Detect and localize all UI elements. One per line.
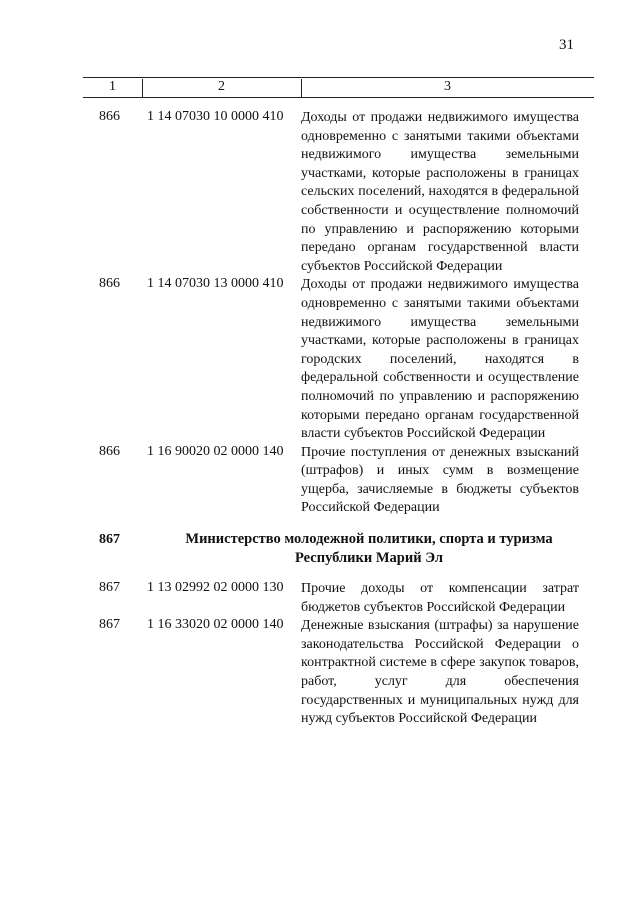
- kbk-code: 1 16 33020 02 0000 140: [147, 617, 284, 633]
- kbk-code: 1 14 07030 13 0000 410: [147, 276, 284, 292]
- table-row: [99, 276, 579, 443]
- admin-code: 867: [99, 617, 120, 633]
- header-col-3: 3: [444, 79, 451, 94]
- admin-code: 866: [99, 276, 120, 292]
- header-bottom-rule: [83, 97, 594, 98]
- table-row: [99, 109, 579, 276]
- section-heading: [99, 530, 579, 568]
- kbk-code: 1 14 07030 10 0000 410: [147, 109, 284, 124]
- kbk-code: 1 13 02992 02 0000 130: [147, 580, 284, 596]
- table-body: [99, 109, 579, 729]
- table-row: [99, 580, 579, 617]
- admin-code: 866: [99, 443, 120, 459]
- table-row: [99, 444, 579, 518]
- header-col-2: 2: [218, 79, 225, 94]
- income-description: Доходы от продажи недвижимого имущества одновременно с занятыми такими объектами недвижимого имущества земельными участками, которые расположены в границах городских поселений, находятся в федеральной собственности и осуществление полномочий по управлению и распоряжению которыми передано органам государственной власти субъектов Российской Федерации: [301, 277, 579, 442]
- admin-code: 867: [99, 580, 120, 596]
- section-code: 867: [99, 532, 120, 548]
- section-title: Министерство молодежной политики, спорта и туризма Республики Марий Эл: [185, 531, 553, 567]
- table-row: [99, 617, 579, 729]
- table-header: [83, 79, 594, 97]
- admin-code: 866: [99, 109, 120, 124]
- header-top-rule: [83, 77, 594, 78]
- income-description: Прочие поступления от денежных взысканий (штрафов) и иных сумм в возмещение ущерба, зачисляемые в бюджеты субъектов Российской Федерации: [301, 444, 579, 516]
- header-col-1: 1: [109, 79, 116, 94]
- kbk-code: 1 16 90020 02 0000 140: [147, 443, 284, 459]
- income-description: Прочие доходы от компенсации затрат бюджетов субъектов Российской Федерации: [301, 581, 579, 615]
- income-description: Доходы от продажи недвижимого имущества одновременно с занятыми такими объектами недвижимого имущества земельными участками, которые расположены в границах сельских поселений, находятся в федеральной собственности и осуществление полномочий по управлению и распоряжению которыми передано органам государственной власти субъектов Российской Федерации: [301, 110, 579, 274]
- page-number: 31: [559, 37, 574, 53]
- income-description: Денежные взыскания (штрафы) за нарушение законодательства Российской Федерации о контрактной системе в сфере закупок товаров, работ, услуг для обеспечения государственных и муниципальных нужд для нужд субъектов Российской Федерации: [301, 618, 579, 727]
